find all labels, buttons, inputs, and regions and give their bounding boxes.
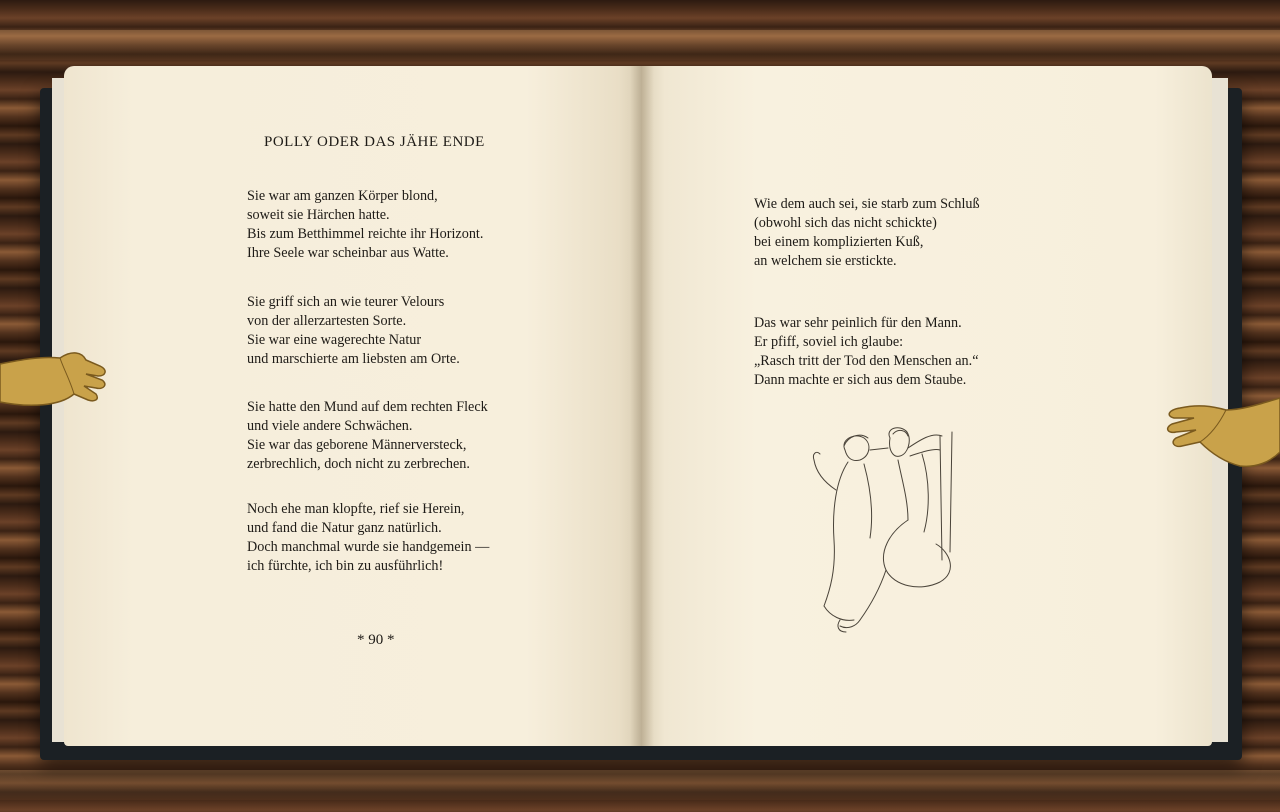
verse-line: Wie dem auch sei, sie starb zum Schluß <box>754 196 980 212</box>
poem-title: POLLY ODER DAS JÄHE ENDE <box>264 134 485 150</box>
verse-line: soweit sie Härchen hatte. <box>247 207 390 223</box>
verse-line: und marschierte am liebsten am Orte. <box>247 351 460 367</box>
verse-line: Sie hatte den Mund auf dem rechten Fleck <box>247 399 488 415</box>
verse-line: bei einem komplizierten Kuß, <box>754 234 924 250</box>
verse-line: von der allerzartesten Sorte. <box>247 313 407 329</box>
verse-line: Bis zum Betthimmel reichte ihr Horizont. <box>247 226 484 242</box>
verse-line: Sie war eine wagerechte Natur <box>247 332 422 348</box>
left-brass-hand-icon <box>0 346 110 416</box>
right-stanza-2 <box>754 314 979 390</box>
verse-line: Das war sehr peinlich für den Mann. <box>754 315 962 331</box>
left-stanza-3 <box>247 398 488 474</box>
verse-line: Sie war das geborene Männerversteck, <box>247 437 467 453</box>
verse-line: Sie griff sich an wie teurer Velours <box>247 294 445 310</box>
verse-line: an welchem sie erstickte. <box>754 253 897 269</box>
verse-line: „Rasch tritt der Tod den Menschen an.“ <box>754 353 979 369</box>
right-stanza-1 <box>754 195 980 271</box>
left-stanza-4 <box>247 500 489 576</box>
wood-grain-highlight <box>0 770 1280 800</box>
verse-line: Er pfiff, soviel ich glaube: <box>754 334 904 350</box>
verse-line: Noch ehe man klopfte, rief sie Herein, <box>247 501 465 517</box>
right-page <box>642 66 1212 746</box>
verse-line: Ihre Seele war scheinbar aus Watte. <box>247 245 449 261</box>
left-stanza-1 <box>247 187 483 263</box>
verse-line: Doch manchmal wurde sie handgemein — <box>247 539 490 555</box>
verse-line: Dann machte er sich aus dem Staube. <box>754 372 967 388</box>
verse-line: (obwohl sich das nicht schickte) <box>754 215 937 231</box>
page-number: * 90 * <box>357 632 395 648</box>
wood-grain-highlight <box>0 30 1280 60</box>
verse-line: zerbrechlich, doch nicht zu zerbrechen. <box>247 456 470 472</box>
verse-line: und viele andere Schwächen. <box>247 418 413 434</box>
book-gutter <box>630 66 654 746</box>
verse-line: Sie war am ganzen Körper blond, <box>247 188 438 204</box>
verse-line: ich fürchte, ich bin zu ausführlich! <box>247 558 444 574</box>
right-brass-hand-icon <box>1160 392 1280 472</box>
line-drawing-embracing-figures-icon <box>790 420 970 640</box>
verse-line: und fand die Natur ganz natürlich. <box>247 520 442 536</box>
left-stanza-2 <box>247 293 460 369</box>
